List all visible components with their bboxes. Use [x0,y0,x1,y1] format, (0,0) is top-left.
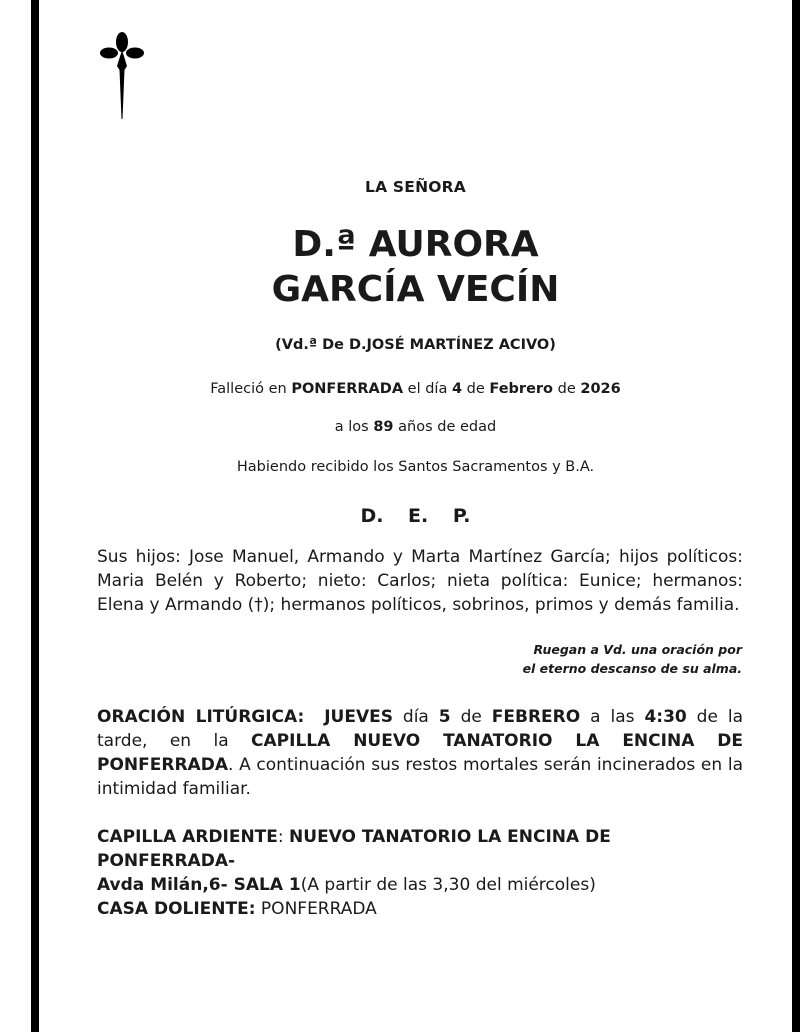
right-border-bar [792,0,800,1032]
death-info [39,381,792,397]
text: años de edad [393,419,497,435]
deceased-name-line2: GARCÍA VECÍN [271,269,560,310]
santiago-cross-icon [100,28,144,120]
text: . A continuación sus restos mortales serán incinerados en la intimidad familiar. [97,755,743,799]
death-year: 2026 [580,381,621,397]
chapel-section [97,825,743,897]
family-paragraph: Sus hijos: Jose Manuel, Armando y Marta Martínez García; hijos políticos: Maria Belén y Roberto; nieto: Carlos; nieta política: Eunice; hermanos: Elena y Armando (†); hermanos políticos, sobrinos, primos y demás familia. [97,547,743,615]
prayer-request [400,640,742,678]
text: : [277,827,290,847]
oracion-venue: CAPILLA NUEVO TANATORIO LA ENCINA DE PONFERRADA [97,731,743,775]
oracion-time: 4:30 [644,707,687,727]
death-day: 4 [451,381,463,397]
oracion-label: ORACIÓN LITÚRGICA: [97,707,305,727]
text: de [553,381,581,397]
text: de [462,381,490,397]
text: el día [403,381,452,397]
text: Falleció en [210,381,292,397]
liturgical-prayer-section [97,705,743,801]
title-prefix: LA SEÑORA [365,178,466,196]
text: de la tarde, en la [97,707,744,751]
casa-label: CASA DOLIENTE: [97,899,256,919]
mourning-house-section [97,897,743,921]
oracion-day: 5 [438,707,451,727]
oracion-month: FEBRERO [491,707,581,727]
text: a las [580,707,645,727]
age-info [39,419,792,435]
capilla-note: (A partir de las 3,30 del miércoles) [300,875,596,895]
death-month: Febrero [489,381,554,397]
widow-of: (Vd.ª De D.JOSÉ MARTÍNEZ ACIVO) [275,337,556,353]
sacraments-line: Habiendo recibido los Santos Sacramentos y B.A. [236,459,595,475]
age-years: 89 [373,419,394,435]
prayer-line2: el eterno descanso de su alma. [522,661,742,676]
text: a los [334,419,374,435]
death-place: PONFERRADA [291,381,404,397]
oracion-weekday: JUEVES [324,707,393,727]
deceased-name-line1: D.ª AURORA [292,224,539,265]
capilla-venue: NUEVO TANATORIO LA ENCINA DE PONFERRADA- [97,827,611,871]
capilla-label: CAPILLA ARDIENTE [97,827,278,847]
capilla-address: Avda Milán,6- SALA 1 [97,875,301,895]
text: día [392,707,439,727]
casa-value: PONFERRADA [255,899,377,919]
prayer-line1: Ruegan a Vd. una oración por [533,642,742,657]
text: de [450,707,492,727]
dep-heading: D. E. P. [360,505,471,527]
left-border-bar [31,0,39,1032]
